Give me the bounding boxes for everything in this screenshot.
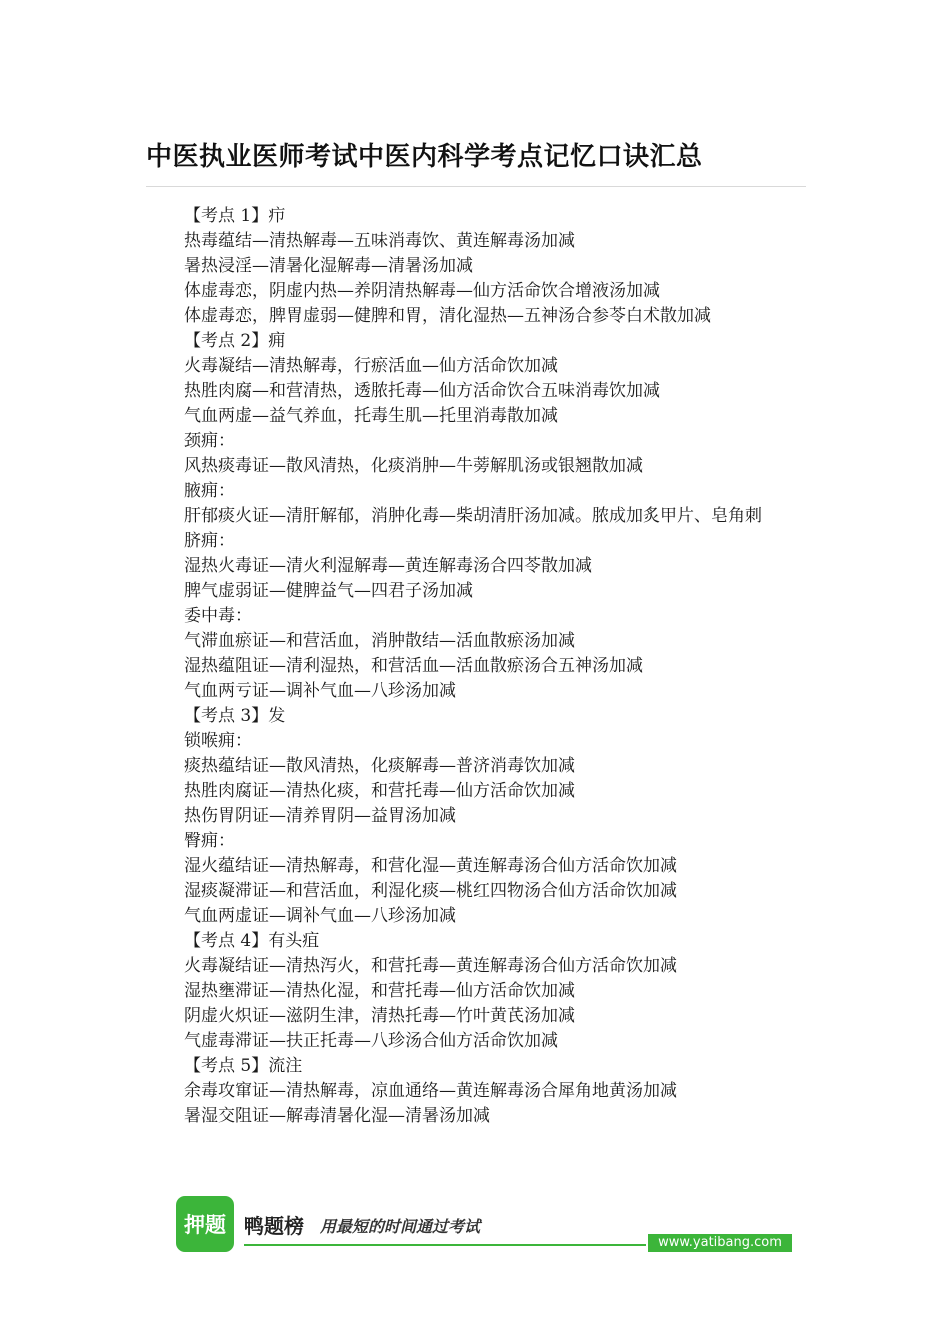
text-line: 暑湿交阻证—解毒清暑化湿—清暑汤加减 [184, 1106, 490, 1126]
text-line: 肝郁痰火证—清肝解郁，消肿化毒—柴胡清肝汤加减。脓成加炙甲片、皂角刺 [184, 506, 762, 526]
text-line: 热胜肉腐—和营清热，透脓托毒—仙方活命饮合五味消毒饮加减 [184, 381, 660, 401]
text-line: 阴虚火炽证—滋阴生津，清热托毒—竹叶黄芪汤加减 [184, 1006, 575, 1026]
text-line: 火毒凝结证—清热泻火，和营托毒—黄连解毒汤合仙方活命饮加减 [184, 956, 677, 976]
text-line: 气血两虚—益气养血，托毒生肌—托里消毒散加减 [184, 406, 558, 426]
text-line: 热毒蕴结—清热解毒—五味消毒饮、黄连解毒汤加减 [184, 231, 575, 251]
subheading: 颈痈： [184, 431, 235, 451]
text-line: 湿热壅滞证—清热化湿，和营托毒—仙方活命饮加减 [184, 981, 575, 1001]
subheading: 臀痈： [184, 831, 235, 851]
section-heading: 【考点 4】有头疽 [184, 931, 320, 951]
text-line: 火毒凝结—清热解毒，行瘀活血—仙方活命饮加减 [184, 356, 558, 376]
section-heading: 【考点 3】发 [184, 706, 286, 726]
page-title: 中医执业医师考试中医内科学考点记忆口诀汇总 [146, 142, 703, 172]
section-heading: 【考点 1】疖 [184, 206, 286, 226]
text-line: 湿痰凝滞证—和营活血，利湿化痰—桃红四物汤合仙方活命饮加减 [184, 881, 677, 901]
footer-divider [244, 1244, 646, 1246]
website-link[interactable]: www.yatibang.com [648, 1234, 792, 1252]
title-divider [146, 186, 806, 187]
text-line: 余毒攻窜证—清热解毒，凉血通络—黄连解毒汤合犀角地黄汤加减 [184, 1081, 677, 1101]
text-line: 气血两虚证—调补气血—八珍汤加减 [184, 906, 456, 926]
text-line: 湿火蕴结证—清热解毒，和营化湿—黄连解毒汤合仙方活命饮加减 [184, 856, 677, 876]
subheading: 腋痈： [184, 481, 235, 501]
text-line: 湿热火毒证—清火利湿解毒—黄连解毒汤合四苓散加减 [184, 556, 592, 576]
subheading: 委中毒： [184, 606, 252, 626]
text-line: 暑热浸淫—清暑化湿解毒—清暑汤加减 [184, 256, 473, 276]
text-line: 体虚毒恋，脾胃虚弱—健脾和胃，清化湿热—五神汤合参苓白术散加减 [184, 306, 711, 326]
logo: 押题 [176, 1196, 234, 1252]
text-line: 热伤胃阴证—清养胃阴—益胃汤加减 [184, 806, 456, 826]
text-line: 体虚毒恋，阴虚内热—养阴清热解毒—仙方活命饮合增液汤加减 [184, 281, 660, 301]
text-line: 脾气虚弱证—健脾益气—四君子汤加减 [184, 581, 473, 601]
section-heading: 【考点 2】痈 [184, 331, 286, 351]
text-line: 热胜肉腐证—清热化痰，和营托毒—仙方活命饮加减 [184, 781, 575, 801]
text-line: 气滞血瘀证—和营活血，消肿散结—活血散瘀汤加减 [184, 631, 575, 651]
document-body [146, 204, 806, 1129]
text-line: 气虚毒滞证—扶正托毒—八珍汤合仙方活命饮加减 [184, 1031, 558, 1051]
brand-name: 鸭题榜 [244, 1214, 304, 1238]
subheading: 锁喉痈： [184, 731, 252, 751]
subheading: 脐痈： [184, 531, 235, 551]
text-line: 痰热蕴结证—散风清热，化痰解毒—普济消毒饮加减 [184, 756, 575, 776]
text-line: 湿热蕴阻证—清利湿热，和营活血—活血散瘀汤合五神汤加减 [184, 656, 643, 676]
slogan: 用最短的时间通过考试 [320, 1217, 481, 1236]
footer-banner [176, 1196, 792, 1254]
section-heading: 【考点 5】流注 [184, 1056, 303, 1076]
text-line: 风热痰毒证—散风清热，化痰消肿—牛蒡解肌汤或银翘散加减 [184, 456, 643, 476]
text-line: 气血两亏证—调补气血—八珍汤加减 [184, 681, 456, 701]
